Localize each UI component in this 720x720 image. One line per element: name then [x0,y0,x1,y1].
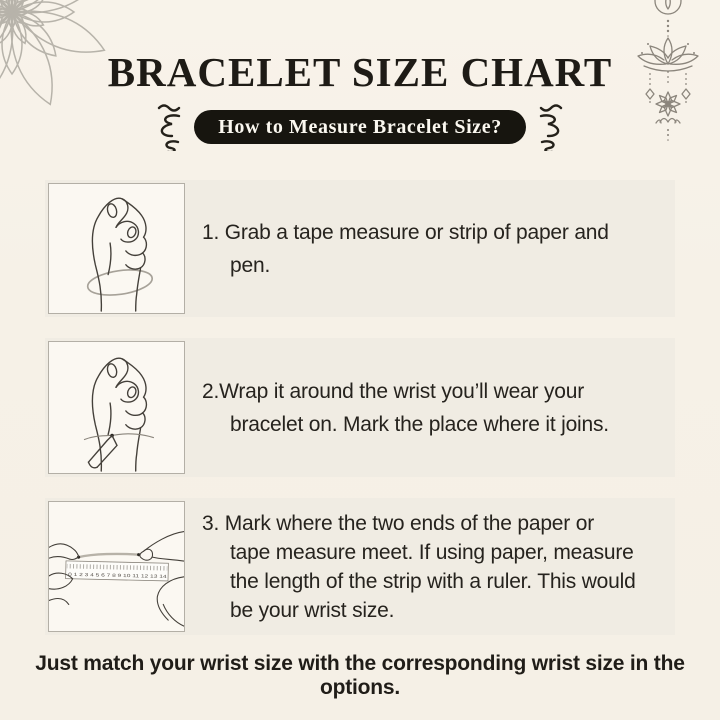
step-2-line-2: bracelet on. Mark the place where it joins. [230,412,609,436]
fist-hand-pen-mark-icon [49,342,184,473]
step-3-line-1: 3. Mark where the two ends of the paper or [202,511,594,535]
footer-note: Just match your wrist size with the corresponding wrist size in the options. [35,652,685,699]
step-1-text [188,180,675,317]
ruler-numbers: 0 1 2 3 4 5 6 7 8 9 10 11 12 13 14 [68,571,136,579]
step-2-text [188,338,675,477]
step-1-row [45,180,675,317]
step-3-illustration [48,501,185,632]
step-3-line-4: be your wrist size. [230,598,395,622]
step-2-row [45,338,675,477]
step-3-row [45,498,675,635]
step-3-text [188,498,675,635]
step-1-line-2: pen. [230,253,271,277]
step-2-illustration [48,341,185,474]
badge-pill: How to Measure Bracelet Size? [194,110,526,144]
fist-hand-tape-loop-icon [49,184,184,313]
page-title: BRACELET SIZE CHART [107,49,613,95]
step-2-line-1: 2.Wrap it around the wrist you’ll wear your [202,379,585,403]
flourish-left-icon [151,103,183,151]
step-1-line-1: 1. Grab a tape measure or strip of paper and [202,220,609,244]
step-3-line-3: the length of the strip with a ruler. This would [230,569,636,593]
badge-row [0,103,720,151]
hands-ruler-measure-icon [49,502,184,631]
step-3-line-2: tape measure meet. If using paper, measure [230,540,634,564]
flourish-right-icon [537,103,569,151]
step-1-illustration [48,183,185,314]
